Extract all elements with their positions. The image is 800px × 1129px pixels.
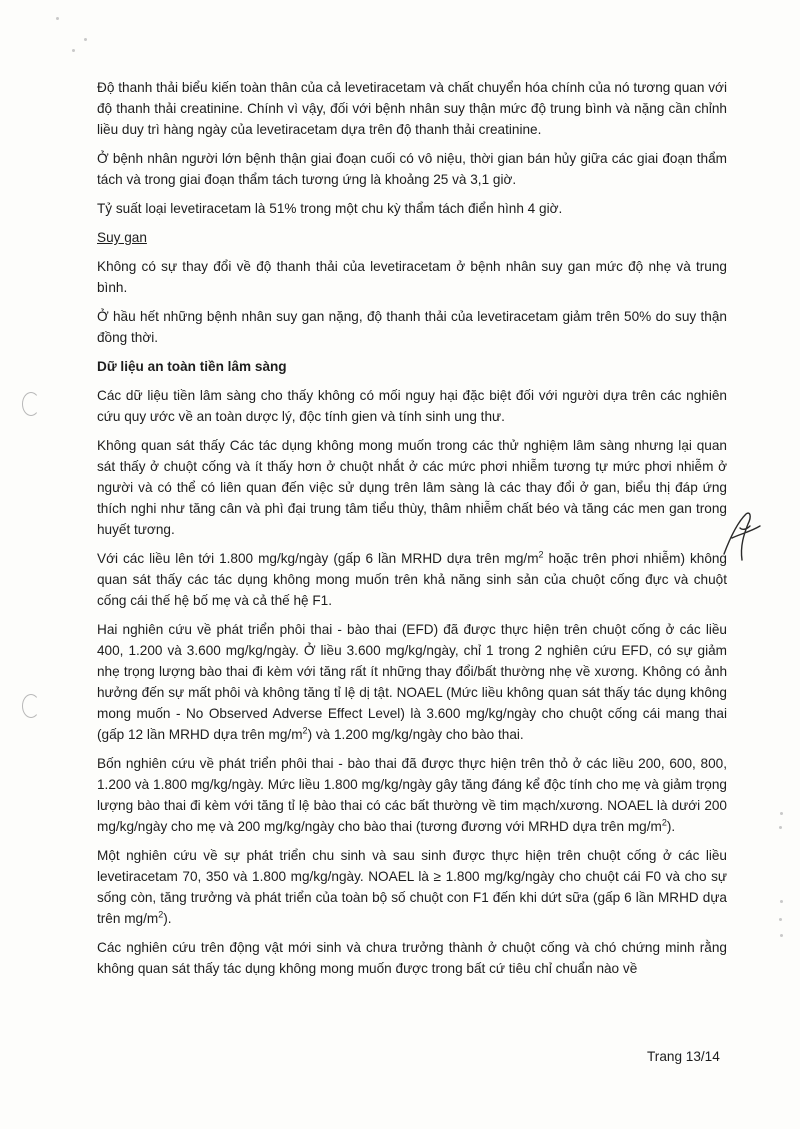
superscript: 2 [302, 725, 308, 736]
body-paragraph: Không có sự thay đổi về độ thanh thải của levetiracetam ở bệnh nhân suy gan mức độ nhẹ và trung bình. [97, 259, 727, 295]
page-number: Trang 13/14 [647, 1049, 720, 1064]
punch-hole-mark [22, 392, 40, 416]
section-subheading: Suy gan [97, 230, 147, 245]
superscript: 2 [158, 909, 164, 920]
body-paragraph [97, 619, 727, 745]
scan-speck [780, 812, 783, 815]
section-heading: Dữ liệu an toàn tiền lâm sàng [97, 359, 287, 374]
body-paragraph: Không quan sát thấy Các tác dụng không mong muốn trong các thử nghiệm lâm sàng nhưng lại quan sát thấy ở chuột cống và ít thấy hơn ở chuột nhắt ở các mức phơi nhiễm tương tự mức phơi nhiễm ở người và có thể có liên quan đến việc sử dụng trên lâm sàng là các thay đổi ở gan, biểu thị đáp ứng thích nghi như tăng cân và phì đại trung tâm tiểu thùy, thâm nhiễm chất béo và tăng các men gan trong huyết tương. [97, 438, 727, 537]
body-paragraph: Các dữ liệu tiền lâm sàng cho thấy không có mối nguy hại đặc biệt đối với người dựa trên các nghiên cứu quy ước về an toàn dược lý, độc tính gien và tính sinh ung thư. [97, 388, 727, 424]
paragraph-text: Bốn nghiên cứu về phát triển phôi thai - bào thai đã được thực hiện trên thỏ ở các liều 200, 600, 800, 1.200 và 1.800 mg/kg/ngày. Mức liều 1.800 mg/kg/ngày gây tăng đáng kể độc tính cho mẹ và giảm trọng lượng bào thai đi kèm với tăng tỉ lệ bào thai có các bất thường về tim mạch/xương. NOAEL là dưới 200 mg/kg/ngày cho mẹ và 200 mg/kg/ngày cho bào thai (tương đương với MRHD dựa trên mg/m [97, 756, 727, 834]
paragraph-text: Một nghiên cứu về sự phát triển chu sinh và sau sinh được thực hiện trên chuột cống ở các liều levetiracetam 70, 350 và 1.800 mg/kg/ngày. NOAEL là ≥ 1.800 mg/kg/ngày cho chuột cái F0 và cho sự sống còn, tăng trưởng và phát triển của toàn bộ số chuột con F1 đến khi dứt sữa (gấp 6 lần MRHD dựa trên mg/m [97, 848, 727, 926]
body-paragraph: Ở hầu hết những bệnh nhân suy gan nặng, độ thanh thải của levetiracetam giảm trên 50% do suy thận đồng thời. [97, 309, 727, 345]
body-paragraph: Độ thanh thải biểu kiến toàn thân của cả levetiracetam và chất chuyển hóa chính của nó tương quan với độ thanh thải creatinine. Chính vì vậy, đối với bệnh nhân suy thận mức độ trung bình và nặng cần chỉnh liều duy trì hàng ngày của levetiracetam dựa trên độ thanh thải creatinine. [97, 80, 727, 137]
scan-speck [780, 900, 783, 903]
paragraph-text: Với các liều lên tới 1.800 mg/kg/ngày (gấp 6 lần MRHD dựa trên mg/m [97, 551, 539, 566]
body-paragraph [97, 548, 727, 611]
paragraph-text: hoặc trên phơi nhiễm) không quan sát thấy các tác dụng không mong muốn trên khả năng sinh sản của chuột cống đực và chuột cống cái thế hệ bố mẹ và cả thế hệ F1. [97, 551, 727, 608]
document-body [97, 77, 727, 987]
scan-speck [780, 934, 783, 937]
punch-hole-mark [22, 694, 40, 718]
scan-speck [779, 918, 782, 921]
body-paragraph: Ở bệnh nhân người lớn bệnh thận giai đoạn cuối có vô niệu, thời gian bán hủy giữa các giai đoạn thẩm tách và trong giai đoạn thẩm tách tương ứng là khoảng 25 và 3,1 giờ. [97, 151, 727, 187]
superscript: 2 [661, 817, 667, 828]
superscript: 2 [538, 549, 544, 560]
body-paragraph [97, 753, 727, 837]
scan-speck [72, 49, 75, 52]
scan-speck [84, 38, 87, 41]
paragraph-text: ) và 1.200 mg/kg/ngày cho bào thai. [307, 727, 524, 742]
scan-speck [779, 826, 782, 829]
scan-speck [56, 17, 59, 20]
paragraph-text: Hai nghiên cứu về phát triển phôi thai - bào thai (EFD) đã được thực hiện trên chuột cống ở các liều 400, 1.200 và 3.600 mg/kg/ngày. Ở liều 3.600 mg/kg/ngày, chỉ 1 trong 2 nghiên cứu EFD, có sự giảm nhẹ trọng lượng bào thai đi kèm với tăng rất ít những thay đổi/bất thường nhẹ về xương. Không có ảnh hưởng đến sự mất phôi và không tăng tỉ lệ dị tật. NOAEL (Mức liều không quan sát thấy tác dụng không mong muốn - No Observed Adverse Effect Level) là 3.600 mg/kg/ngày cho chuột cống cái mang thai (gấp 12 lần MRHD dựa trên mg/m [97, 622, 727, 742]
body-paragraph [97, 845, 727, 929]
body-paragraph: Tỷ suất loại levetiracetam là 51% trong một chu kỳ thẩm tách điển hình 4 giờ. [97, 201, 563, 216]
paragraph-text: ). [163, 911, 172, 926]
paragraph-text: ). [666, 819, 676, 834]
body-paragraph: Các nghiên cứu trên động vật mới sinh và chưa trưởng thành ở chuột cống và chó chứng minh rằng không quan sát thấy tác dụng không mong muốn được trong bất cứ tiêu chỉ chuẩn nào về [97, 940, 727, 976]
